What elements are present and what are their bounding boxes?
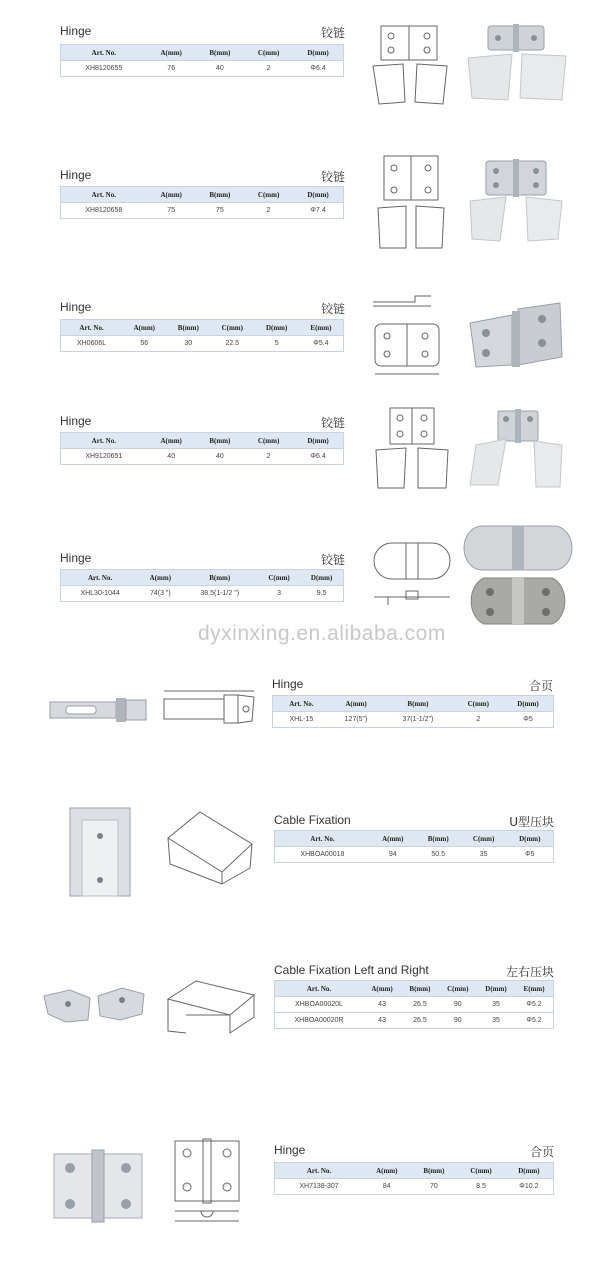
table-cell: 43 (363, 1013, 401, 1029)
table-cell: 40 (196, 449, 244, 465)
product-title-cn: U型压块 (509, 815, 554, 829)
product-title: Cable Fixation Left and Right (274, 963, 429, 977)
column-header: B(mm) (416, 831, 461, 847)
column-header: Art. No. (61, 45, 147, 61)
column-header: E(mm) (299, 320, 344, 336)
column-header: A(mm) (330, 696, 382, 712)
table-cell: 127(5") (330, 712, 382, 728)
hinge-photo-image (462, 20, 572, 105)
table-cell: 76 (147, 61, 196, 77)
column-header: B(mm) (196, 433, 244, 449)
spec-table (274, 1162, 554, 1195)
spec-table (60, 319, 344, 352)
table-cell: 35 (477, 1013, 515, 1029)
table-cell: XH8120658 (61, 203, 147, 219)
hinge-drawing-image (368, 535, 458, 615)
column-header: C(mm) (439, 981, 477, 997)
cable-fixation-photo-image (60, 800, 140, 900)
column-header: A(mm) (147, 187, 196, 203)
hinge-photo-image (48, 1140, 148, 1230)
column-header: B(mm) (196, 187, 244, 203)
hinge-drawing-image (365, 290, 455, 382)
spec-table (274, 830, 554, 863)
column-header: C(mm) (461, 831, 507, 847)
spec-table (272, 695, 554, 728)
product-title: Hinge (60, 168, 92, 182)
table-row (275, 1013, 554, 1029)
column-header: B(mm) (167, 320, 211, 336)
table-cell: Φ6.4 (293, 61, 343, 77)
table-cell: 94 (370, 847, 416, 863)
table-cell: Φ7.4 (293, 203, 343, 219)
column-header: Art. No. (61, 320, 123, 336)
table-header-row (61, 45, 344, 61)
table-cell: 43 (363, 997, 401, 1013)
column-header: C(mm) (210, 320, 254, 336)
column-header: D(mm) (254, 320, 298, 336)
table-cell: 56 (122, 336, 166, 352)
table-cell: XHBOA00018 (275, 847, 370, 863)
table-row (61, 336, 344, 352)
table-cell: 5 (254, 336, 298, 352)
hasp-drawing-image (160, 683, 260, 733)
table-cell: 2 (244, 203, 293, 219)
product-title: Hinge (274, 1143, 306, 1157)
table-header-row (61, 320, 344, 336)
table-row (61, 203, 344, 219)
hinge-photo-image (462, 155, 572, 245)
hinge-drawing-image (165, 1135, 255, 1230)
column-header: Art. No. (275, 1163, 364, 1179)
column-header: C(mm) (457, 1163, 505, 1179)
column-header: Art. No. (61, 570, 140, 586)
watermark: dyxinxing.en.alibaba.com (198, 622, 446, 645)
column-header: A(mm) (363, 981, 401, 997)
table-cell: 84 (363, 1179, 411, 1195)
hasp-photo-image (46, 690, 151, 728)
product-title-cn: 铰链 (320, 416, 345, 430)
table-row (61, 61, 344, 77)
spec-table (60, 569, 344, 602)
column-header: C(mm) (454, 696, 503, 712)
table-cell: 35 (477, 997, 515, 1013)
table-header-row (61, 187, 344, 203)
column-header: A(mm) (147, 433, 196, 449)
table-cell: 2 (244, 61, 293, 77)
hinge-photo-image (462, 295, 572, 380)
table-cell: 22.5 (210, 336, 254, 352)
table-cell: 35 (461, 847, 507, 863)
table-cell: Φ10.2 (505, 1179, 554, 1195)
hinge-drawing-image (368, 150, 456, 252)
table-cell: 74(3 ") (139, 586, 181, 602)
table-cell: Φ5.4 (299, 336, 344, 352)
column-header: C(mm) (244, 45, 293, 61)
column-header: D(mm) (505, 1163, 554, 1179)
table-cell: Φ5.2 (515, 997, 553, 1013)
table-cell: 8.5 (457, 1179, 505, 1195)
product-title: Hinge (60, 24, 92, 38)
column-header: A(mm) (147, 45, 196, 61)
product-title: Hinge (272, 677, 304, 691)
hinge-photo-image (462, 522, 574, 627)
table-cell: XH8120655 (61, 61, 147, 77)
table-cell: 2 (244, 449, 293, 465)
product-title-cn: 左右压块 (505, 965, 554, 979)
column-header: D(mm) (300, 570, 343, 586)
column-header: C(mm) (244, 187, 293, 203)
product-title: Hinge (60, 300, 92, 314)
spec-table (274, 980, 554, 1029)
hinge-photo-image (462, 405, 572, 490)
table-cell: 26.5 (401, 997, 439, 1013)
column-header: D(mm) (477, 981, 515, 997)
table-cell: 30 (167, 336, 211, 352)
table-cell: XH9120651 (61, 449, 147, 465)
table-header-row (61, 433, 344, 449)
table-header-row (275, 1163, 554, 1179)
table-row (275, 1179, 554, 1195)
cable-fixation-lr-photo-image (40, 980, 150, 1030)
table-row (273, 712, 554, 728)
table-cell: 90 (439, 997, 477, 1013)
column-header: E(mm) (515, 981, 553, 997)
column-header: Art. No. (61, 433, 147, 449)
table-cell: XH0606L (61, 336, 123, 352)
table-cell: XHBOA00020R (275, 1013, 363, 1029)
product-title-cn: 铰链 (320, 553, 345, 567)
table-header-row (275, 981, 554, 997)
column-header: B(mm) (411, 1163, 458, 1179)
column-header: D(mm) (503, 696, 554, 712)
column-header: D(mm) (293, 433, 343, 449)
column-header: Art. No. (275, 831, 370, 847)
table-cell: 38.5(1-1/2 ") (181, 586, 257, 602)
column-header: A(mm) (139, 570, 181, 586)
column-header: Art. No. (273, 696, 330, 712)
table-cell: 40 (147, 449, 196, 465)
table-cell: 26.5 (401, 1013, 439, 1029)
table-cell: Φ5 (507, 847, 554, 863)
column-header: B(mm) (382, 696, 453, 712)
table-cell: XHL30-1044 (61, 586, 140, 602)
table-cell: 75 (147, 203, 196, 219)
table-cell: 37(1-1/2") (382, 712, 453, 728)
column-header: Art. No. (275, 981, 363, 997)
column-header: B(mm) (401, 981, 439, 997)
hinge-drawing-image (368, 402, 456, 492)
column-header: C(mm) (258, 570, 300, 586)
column-header: Art. No. (61, 187, 147, 203)
cable-fixation-lr-drawing-image (160, 975, 260, 1040)
product-title-cn: 合页 (529, 1145, 554, 1159)
product-title: Cable Fixation (274, 813, 351, 827)
spec-table (60, 186, 344, 219)
spec-table (60, 432, 344, 465)
table-header-row (273, 696, 554, 712)
table-cell: Φ5.2 (515, 1013, 553, 1029)
table-cell: 2 (454, 712, 503, 728)
column-header: C(mm) (244, 433, 293, 449)
table-row (275, 847, 554, 863)
table-row (61, 586, 344, 602)
product-title-cn: 铰链 (320, 302, 345, 316)
table-cell: 3 (258, 586, 300, 602)
column-header: A(mm) (363, 1163, 411, 1179)
table-header-row (275, 831, 554, 847)
product-title-cn: 铰链 (320, 170, 345, 184)
table-cell: 9.5 (300, 586, 343, 602)
table-cell: 75 (196, 203, 244, 219)
table-cell: XHL-15 (273, 712, 330, 728)
table-cell: 90 (439, 1013, 477, 1029)
cable-fixation-drawing-image (160, 808, 260, 886)
table-cell: 70 (411, 1179, 458, 1195)
hinge-drawing-image (365, 18, 455, 108)
column-header: D(mm) (293, 45, 343, 61)
table-cell: Φ6.4 (293, 449, 343, 465)
table-row (61, 449, 344, 465)
product-title: Hinge (60, 414, 92, 428)
spec-table (60, 44, 344, 77)
table-cell: XH7138-307 (275, 1179, 364, 1195)
product-title-cn: 合页 (528, 679, 553, 693)
product-title-cn: 铰链 (320, 26, 345, 40)
table-cell: 50.5 (416, 847, 461, 863)
column-header: A(mm) (370, 831, 416, 847)
table-header-row (61, 570, 344, 586)
column-header: A(mm) (122, 320, 166, 336)
table-cell: Φ5 (503, 712, 554, 728)
table-cell: XHBOA00020L (275, 997, 363, 1013)
product-title: Hinge (60, 551, 92, 565)
table-row (275, 997, 554, 1013)
column-header: D(mm) (507, 831, 554, 847)
column-header: B(mm) (196, 45, 244, 61)
table-cell: 40 (196, 61, 244, 77)
column-header: B(mm) (181, 570, 257, 586)
column-header: D(mm) (293, 187, 343, 203)
